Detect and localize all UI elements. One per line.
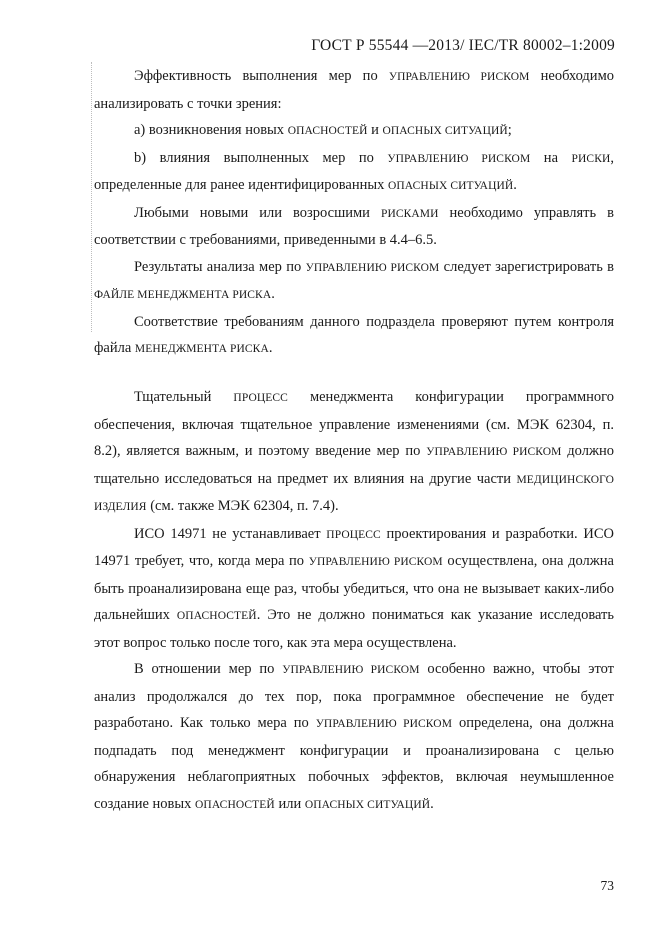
section-requirements (94, 63, 614, 363)
paragraph: Результаты анализа мер по УПРАВЛЕНИЮ РИСКОМ следует зарегистрировать в ФАЙЛЕ МЕНЕДЖМЕНТА РИСКА. (94, 258, 614, 302)
list-item-a: а) возникновения новых ОПАСНОСТЕЙ и ОПАСНЫХ СИТУАЦИЙ; (134, 122, 512, 138)
term-small-caps: УПРАВЛЕНИЮ РИСКОМ (426, 446, 562, 458)
paragraph: Любыми новыми или возросшими РИСКАМИ необходимо управлять в соответствии с требованиями, приведенными в 4.4–6.5. (94, 204, 614, 248)
term-small-caps: УПРАВЛЕНИЮ РИСКОМ (315, 718, 453, 730)
term-small-caps: УПРАВЛЕНИЮ РИСКОМ (305, 261, 440, 274)
change-bar (91, 62, 93, 332)
term-small-caps: УПРАВЛЕНИЮ РИСКОМ (282, 664, 420, 676)
term-small-caps: МЕНЕДЖМЕНТА РИСКА (134, 343, 269, 355)
term-small-caps: ОПАСНЫХ СИТУАЦИЙ (388, 180, 514, 192)
term-small-caps: УПРАВЛЕНИЮ РИСКОМ (387, 152, 531, 165)
term-small-caps: ОПАСНЫХ СИТУАЦИЙ (304, 798, 431, 811)
term-small-caps: ФАЙЛЕ МЕНЕДЖМЕНТА РИСКА (94, 289, 272, 301)
term-small-caps: ПРОЦЕСС (326, 528, 381, 541)
term-small-caps: ОПАСНОСТЕЙ (287, 125, 368, 137)
term-small-caps: ОПАСНОСТЕЙ (195, 798, 275, 811)
section-guidance (94, 384, 614, 818)
paragraph: ИСО 14971 не устанавливает ПРОЦЕСС проектирования и разработки. ИСО 14971 требует, что, когда мера по УПРАВЛЕНИЮ РИСКОМ осуществлена, она должна быть проанализирована еще раз, чтобы убедиться, что она не вызывает каких-либо дальнейших ОПАСНОСТЕЙ. Это не должно пониматься как указание исследовать этот вопрос только после того, как эта мера осуществлена. (94, 525, 614, 651)
paragraph: Соответствие требованиям данного подраздела проверяют путем контроля файла МЕНЕДЖМЕНТА РИСКА. (94, 313, 614, 356)
page-header-standard: ГОСТ Р 55544 —2013/ IEC/TR 80002–1:2009 (311, 37, 615, 54)
list-item-b: b) влияния выполненных мер по УПРАВЛЕНИЮ РИСКОМ на РИСКИ, определенные для ранее идентифицированных ОПАСНЫХ СИТУАЦИЙ. (94, 149, 615, 193)
page-number: 73 (600, 878, 614, 893)
term-small-caps: УПРАВЛЕНИЮ РИСКОМ (388, 71, 530, 83)
paragraph: Эффективность выполнения мер по УПРАВЛЕНИЮ РИСКОМ необходимо анализировать с точки зрения: (94, 68, 614, 112)
term-small-caps: ПРОЦЕСС (233, 392, 288, 404)
term-small-caps: УПРАВЛЕНИЮ РИСКОМ (308, 556, 443, 568)
term-small-caps: ОПАСНЫХ СИТУАЦИЙ (382, 125, 508, 137)
paragraph: В отношении мер по УПРАВЛЕНИЮ РИСКОМ особенно важно, чтобы этот анализ продолжался до тех пор, пока программное обеспечение не будет разработано. Как только мера по УПРАВЛЕНИЮ РИСКОМ определена, она должна подпадать под менеджмент конфигурации и проанализирована с целью обнаружения неблагоприятных побочных эффектов, включая неумышленное создание новых ОПАСНОСТЕЙ или ОПАСНЫХ СИТУАЦИЙ. (94, 661, 614, 812)
term-small-caps: МЕДИЦИНСКОГО ИЗДЕЛИЯ (94, 473, 614, 513)
term-small-caps: РИСКАМИ (380, 207, 439, 220)
term-small-caps: РИСКИ (571, 152, 611, 165)
paragraph: Тщательный ПРОЦЕСС менеджмента конфигурации программного обеспечения, включая тщательное управление изменениями (см. МЭК 62304, п. 8.2), является важным, и поэтому введение мер по УПРАВЛЕНИЮ РИСКОМ должно тщательно исследоваться на предмет их влияния на другие части МЕДИЦИНСКОГО ИЗДЕЛИЯ (см. также МЭК 62304, п. 7.4). (94, 389, 615, 514)
term-small-caps: ОПАСНОСТЕЙ (176, 610, 257, 622)
